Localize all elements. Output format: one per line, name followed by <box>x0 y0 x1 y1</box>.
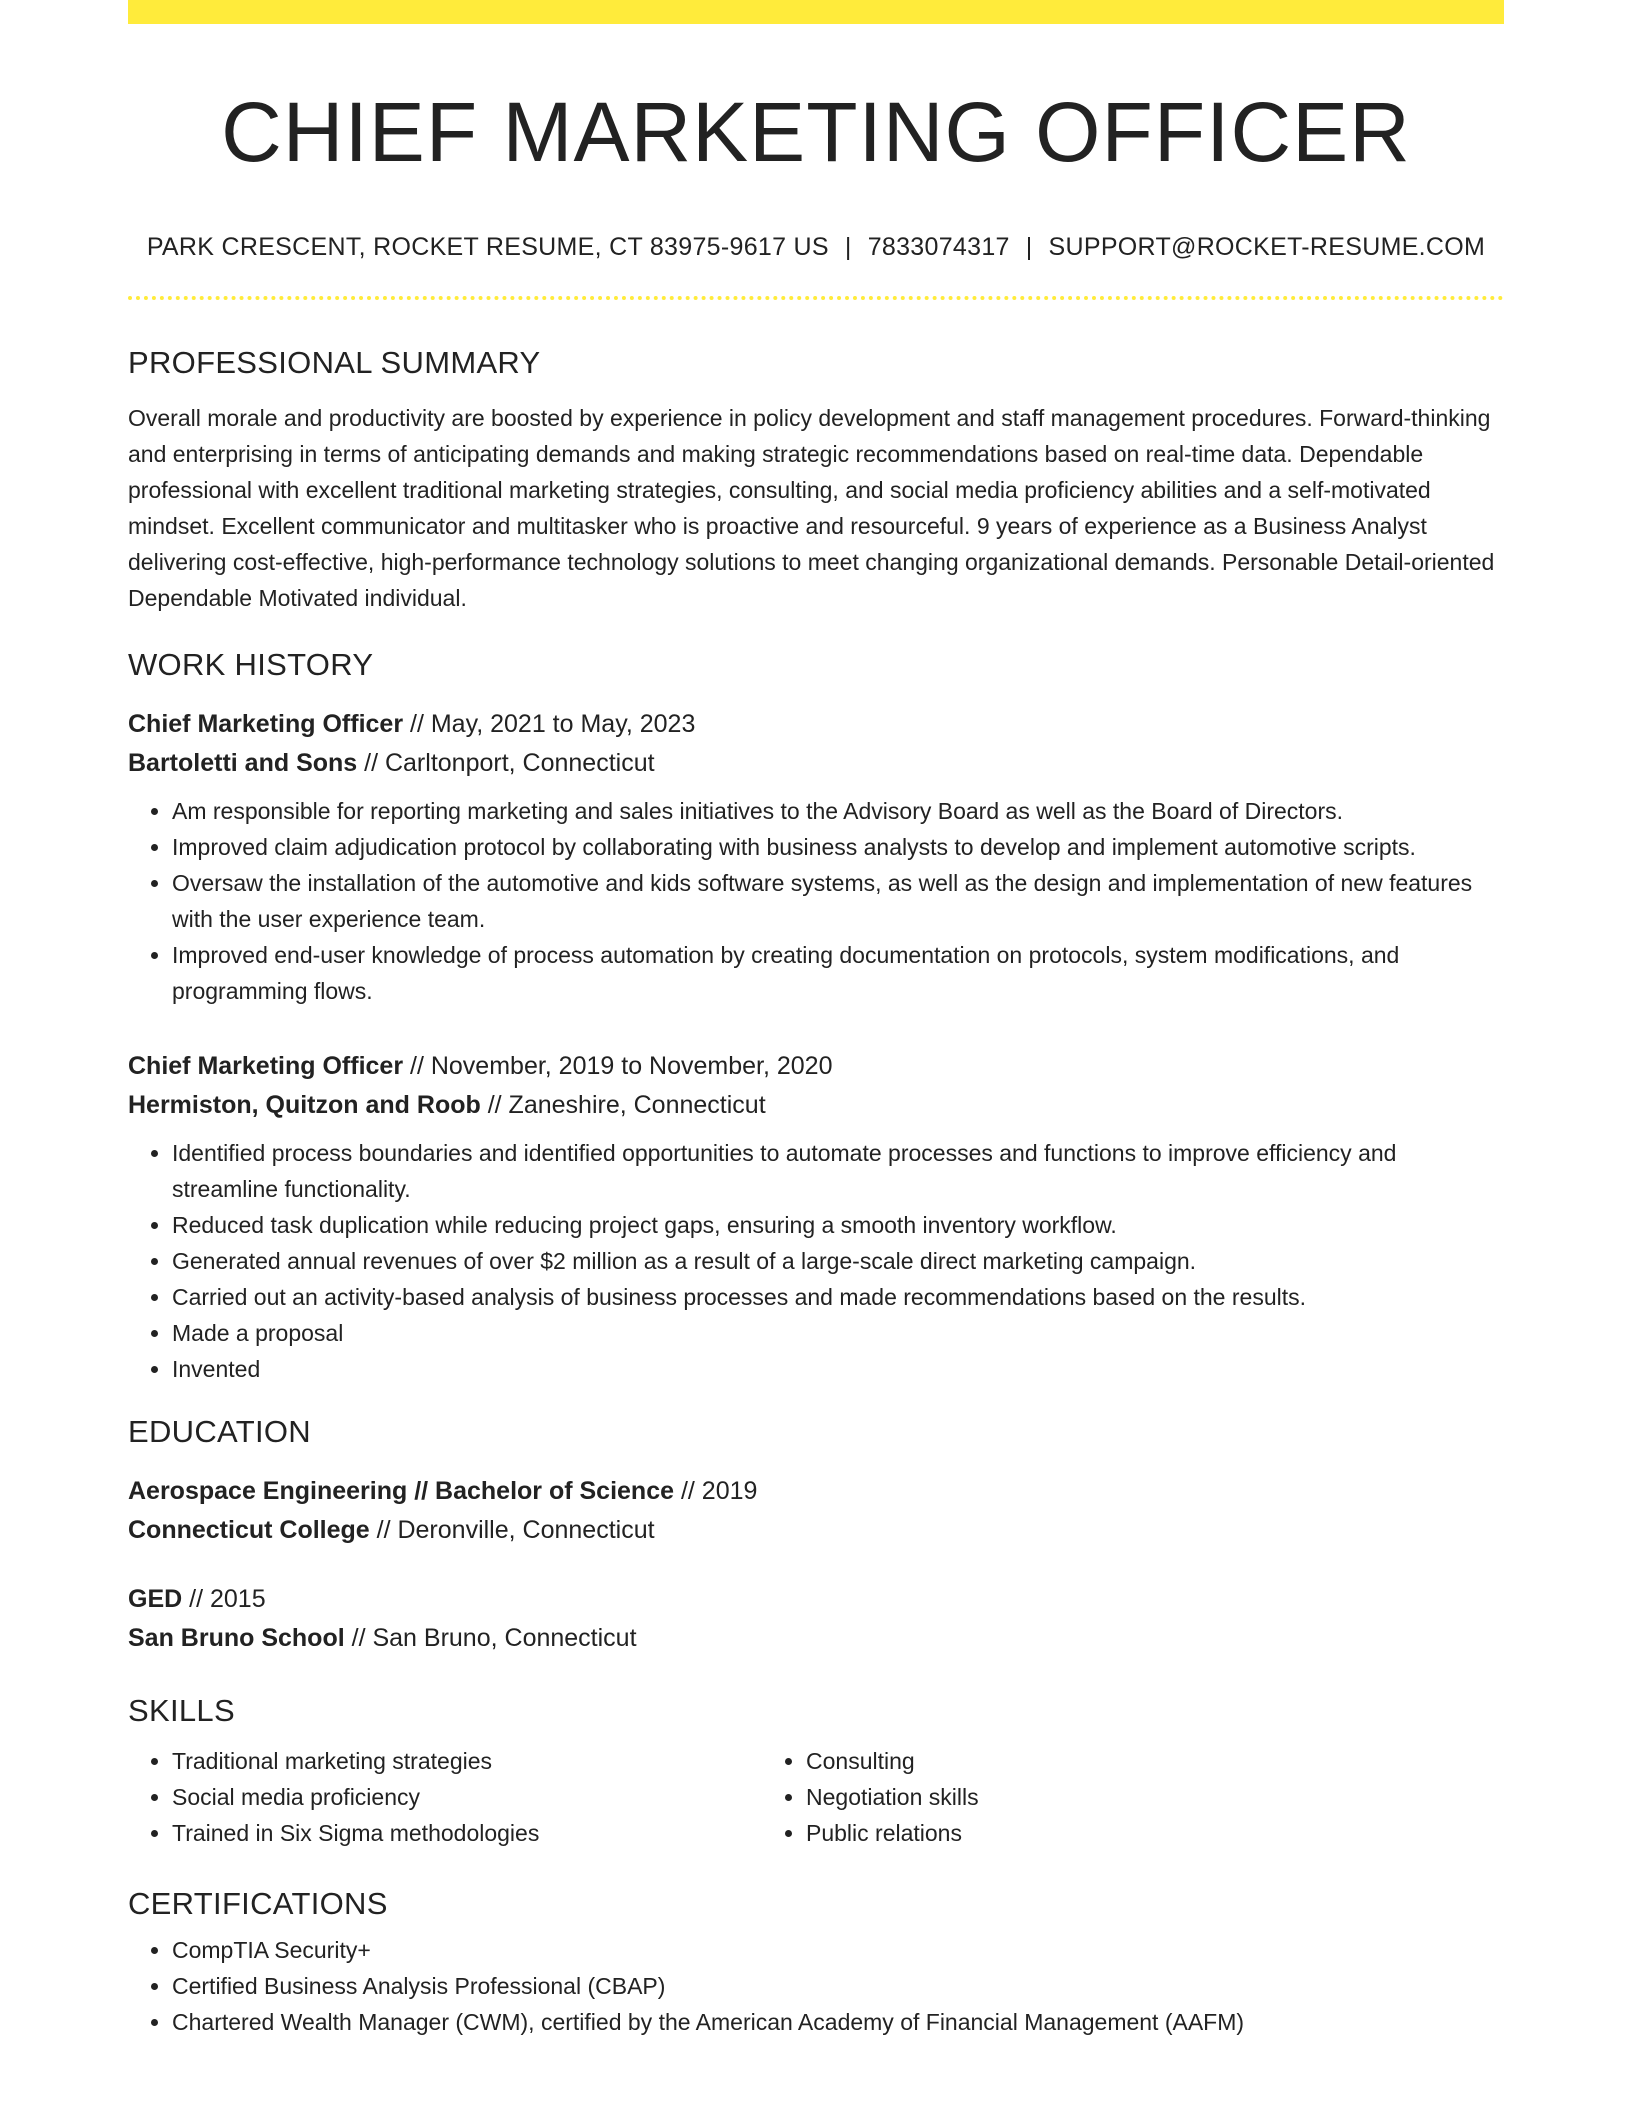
contact-separator: | <box>844 233 852 262</box>
education-degree: GED <box>128 1584 183 1613</box>
section-title-education: EDUCATION <box>128 1413 311 1449</box>
contact-address: PARK CRESCENT, ROCKET RESUME, CT 83975-9617 US <box>146 233 829 262</box>
job-bullets <box>128 1135 1504 1387</box>
summary-text: Overall morale and productivity are boosted by experience in policy development and staff management procedures. Forward-thinking and enterprising in terms of anticipating demands and making strategic recommendations based on real-time data. Dependable professional with excellent traditional marketing strategies, consulting, and social media proficiency abilities and a self-motivated mindset. Excellent communicator and multitasker who is proactive and resourceful. 9 years of experience as a Business Analyst delivering cost-effective, high-performance technology solutions to meet changing organizational demands. Personable Detail-oriented Dependable Motivated individual. <box>128 404 1495 611</box>
contact-line <box>128 232 1504 262</box>
accent-top-bar <box>128 0 1504 24</box>
education-school: San Bruno School <box>128 1623 345 1652</box>
skills-column-right <box>762 1743 1396 1851</box>
contact-email[interactable]: SUPPORT@ROCKET-RESUME.COM <box>1048 233 1486 262</box>
job-role: Chief Marketing Officer <box>128 709 404 738</box>
job-bullet: • Generated annual revenues of over $2 million as a result of a large-scale direct marketing campaign. <box>172 1243 1504 1279</box>
job-role-line <box>128 1047 1504 1086</box>
certification-list <box>128 1932 1504 2040</box>
job-bullet: • Reduced task duplication while reducing project gaps, ensuring a smooth inventory workflow. <box>172 1207 1504 1243</box>
job-company-line <box>128 1086 1504 1125</box>
contact-phone[interactable]: 7833074317 <box>867 233 1010 262</box>
job-bullet: • Oversaw the installation of the automotive and kids software systems, as well as the design and implementation of new features with the user experience team. <box>172 865 1504 937</box>
education-year: // 2015 <box>189 1584 266 1613</box>
skill-item: • Social media proficiency <box>172 1779 762 1815</box>
job-location: // Zaneshire, Connecticut <box>487 1090 766 1119</box>
education-degree: Aerospace Engineering // Bachelor of Science <box>128 1476 675 1505</box>
section-title-skills: SKILLS <box>128 1692 235 1728</box>
education-school-line <box>128 1619 1504 1658</box>
education-entry <box>128 1472 1504 1550</box>
job-entry <box>128 705 1504 1009</box>
job-bullets <box>128 793 1504 1009</box>
job-entry <box>128 1047 1504 1387</box>
education-school-line <box>128 1511 1504 1550</box>
job-role-line <box>128 705 1504 744</box>
skill-item: • Negotiation skills <box>806 1779 1396 1815</box>
job-bullet: • Improved claim adjudication protocol by collaborating with business analysts to develop and implement automotive scripts. <box>172 829 1504 865</box>
certification-item: • Chartered Wealth Manager (CWM), certified by the American Academy of Financial Management (AAFM) <box>172 2004 1504 2040</box>
job-company: Hermiston, Quitzon and Roob <box>128 1090 481 1119</box>
resume-title: CHIEF MARKETING OFFICER <box>221 85 1411 179</box>
job-dates: // November, 2019 to November, 2020 <box>410 1051 833 1080</box>
job-bullet: • Identified process boundaries and identified opportunities to automate processes and functions to improve efficiency and streamline functionality. <box>172 1135 1504 1207</box>
section-title-certifications: CERTIFICATIONS <box>128 1886 388 1922</box>
skill-item: • Consulting <box>806 1743 1396 1779</box>
education-entry <box>128 1580 1504 1658</box>
job-company-line <box>128 744 1504 783</box>
education-location: // San Bruno, Connecticut <box>351 1623 637 1652</box>
skill-item: • Traditional marketing strategies <box>172 1743 762 1779</box>
job-location: // Carltonport, Connecticut <box>364 748 655 777</box>
job-bullet: • Am responsible for reporting marketing and sales initiatives to the Advisory Board as well as the Board of Directors. <box>172 793 1504 829</box>
education-year: // 2019 <box>680 1476 758 1505</box>
certification-item: • Certified Business Analysis Professional (CBAP) <box>172 1968 1504 2004</box>
education-degree-line <box>128 1580 1504 1619</box>
education-location: // Deronville, Connecticut <box>376 1515 655 1544</box>
job-company: Bartoletti and Sons <box>128 748 358 777</box>
job-bullet: • Invented <box>172 1351 1504 1387</box>
job-bullet: • Carried out an activity-based analysis of business processes and made recommendations based on the results. <box>172 1279 1504 1315</box>
job-bullet: • Made a proposal <box>172 1315 1504 1351</box>
section-title-summary: PROFESSIONAL SUMMARY <box>128 345 541 381</box>
job-dates: // May, 2021 to May, 2023 <box>410 709 696 738</box>
skills-grid <box>128 1743 1504 1851</box>
education-degree-line <box>128 1472 1504 1511</box>
certification-item: • CompTIA Security+ <box>172 1932 1504 1968</box>
job-bullet: • Improved end-user knowledge of process automation by creating documentation on protocols, system modifications, and programming flows. <box>172 937 1504 1009</box>
education-school: Connecticut College <box>128 1515 370 1544</box>
skills-column-left <box>128 1743 762 1851</box>
section-title-work-history: WORK HISTORY <box>128 646 374 682</box>
skill-item: • Public relations <box>806 1815 1396 1851</box>
contact-separator: | <box>1025 233 1033 262</box>
resume-page <box>128 0 1504 2040</box>
dotted-divider <box>128 296 1504 300</box>
job-role: Chief Marketing Officer <box>128 1051 404 1080</box>
skill-item: • Trained in Six Sigma methodologies <box>172 1815 762 1851</box>
